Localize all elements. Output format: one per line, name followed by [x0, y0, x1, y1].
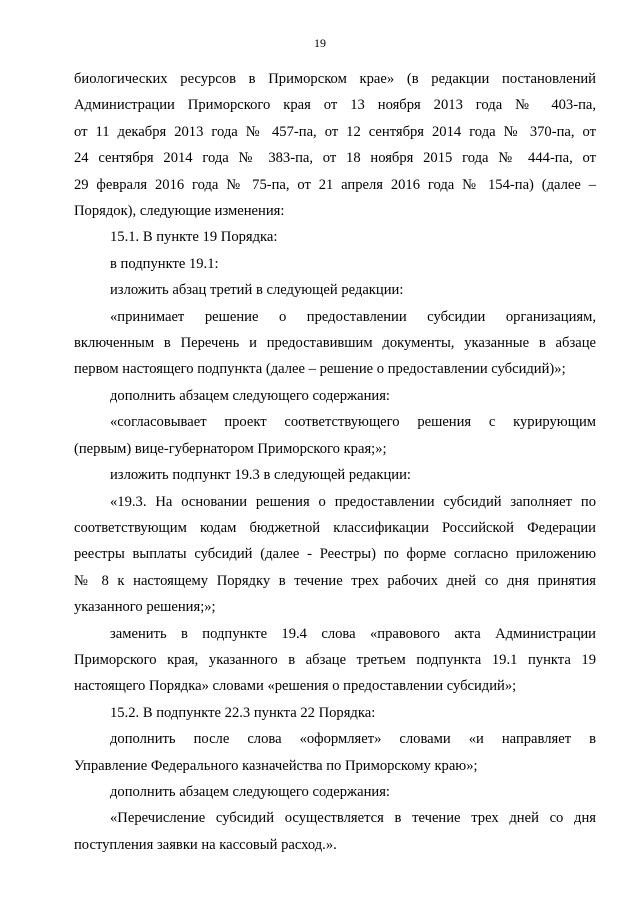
text-line: Управление Федерального казначейства по Приморскому краю»; — [74, 757, 478, 774]
text-line: «19.3. На основании решения о предоставлении субсидий заполняет по — [110, 493, 596, 510]
text-line: указанного решения;»; — [74, 599, 216, 616]
text-line: «принимает решение о предоставлении субсидии организациям, — [110, 308, 596, 325]
text-line: Порядок), следующие изменения: — [74, 203, 285, 220]
text-line: от 11 декабря 2013 года № 457-па, от 12 сентября 2014 года № 370-па, от — [74, 123, 596, 140]
document-body — [74, 66, 596, 858]
paragraph-quote-1 — [74, 304, 596, 383]
paragraph-edit-3 — [74, 277, 596, 303]
text-line: первом настоящего подпункта (далее – решение о предоставлении субсидий)»; — [74, 361, 566, 378]
text-line: реестры выплаты субсидий (далее - Реестры) по форме согласно приложению — [74, 546, 596, 563]
text-line: дополнить абзацем следующего содержания: — [110, 783, 390, 800]
paragraph-intro — [74, 66, 596, 224]
paragraph-edit-19-3 — [74, 462, 596, 488]
text-line: биологических ресурсов в Приморском крае» (в редакции постановлений — [74, 71, 596, 87]
text-line: заменить в подпункте 19.4 слова «правового акта Администрации — [110, 625, 596, 642]
paragraph-quote-4 — [74, 805, 596, 858]
paragraph-quote-2 — [74, 409, 596, 462]
text-line: поступления заявки на кассовый расход.». — [74, 836, 337, 853]
text-line: 29 февраля 2016 года № 75-па, от 21 апреля 2016 года № 154-па) (далее – — [74, 176, 596, 193]
text-line: № 8 к настоящему Порядку в течение трех рабочих дней со дня принятия — [74, 572, 596, 589]
text-line: включенным в Перечень и предоставившим документы, указанные в абзаце — [74, 335, 596, 352]
text-line: настоящего Порядка» словами «решения о предоставлении субсидий»; — [74, 678, 517, 695]
paragraph-p15-2 — [74, 700, 596, 726]
paragraph-add-1 — [74, 383, 596, 409]
paragraph-add-after — [74, 726, 596, 779]
paragraph-add-2 — [74, 779, 596, 805]
text-line: 15.1. В пункте 19 Порядка: — [110, 229, 278, 246]
text-line: (первым) вице-губернатором Приморского края;»; — [74, 440, 387, 457]
paragraph-p19-1 — [74, 251, 596, 277]
text-line: «согласовывает проект соответствующего решения с курирующим — [110, 414, 596, 431]
text-line: соответствующим кодам бюджетной классификации Российской Федерации — [74, 519, 596, 536]
page-number: 19 — [314, 36, 326, 50]
text-line: Приморского края, указанного в абзаце третьем подпункта 19.1 пункта 19 — [74, 651, 596, 668]
text-line: 24 сентября 2014 года № 383-па, от 18 ноября 2015 года № 444-па, от — [74, 150, 596, 167]
text-line: в подпункте 19.1: — [110, 255, 219, 272]
text-line: изложить подпункт 19.3 в следующей редакции: — [110, 467, 411, 484]
paragraph-quote-3 — [74, 489, 596, 621]
text-line: «Перечисление субсидий осуществляется в течение трех дней со дня — [110, 810, 596, 827]
text-line: Администрации Приморского края от 13 ноября 2013 года № 403-па, — [74, 97, 596, 114]
paragraph-replace-19-4 — [74, 621, 596, 700]
text-line: 15.2. В подпункте 22.3 пункта 22 Порядка: — [110, 704, 376, 721]
text-line: изложить абзац третий в следующей редакции: — [110, 282, 404, 299]
text-line: дополнить абзацем следующего содержания: — [110, 387, 390, 404]
paragraph-p15-1 — [74, 224, 596, 250]
text-line: дополнить после слова «оформляет» словами «и направляет в — [110, 731, 596, 748]
